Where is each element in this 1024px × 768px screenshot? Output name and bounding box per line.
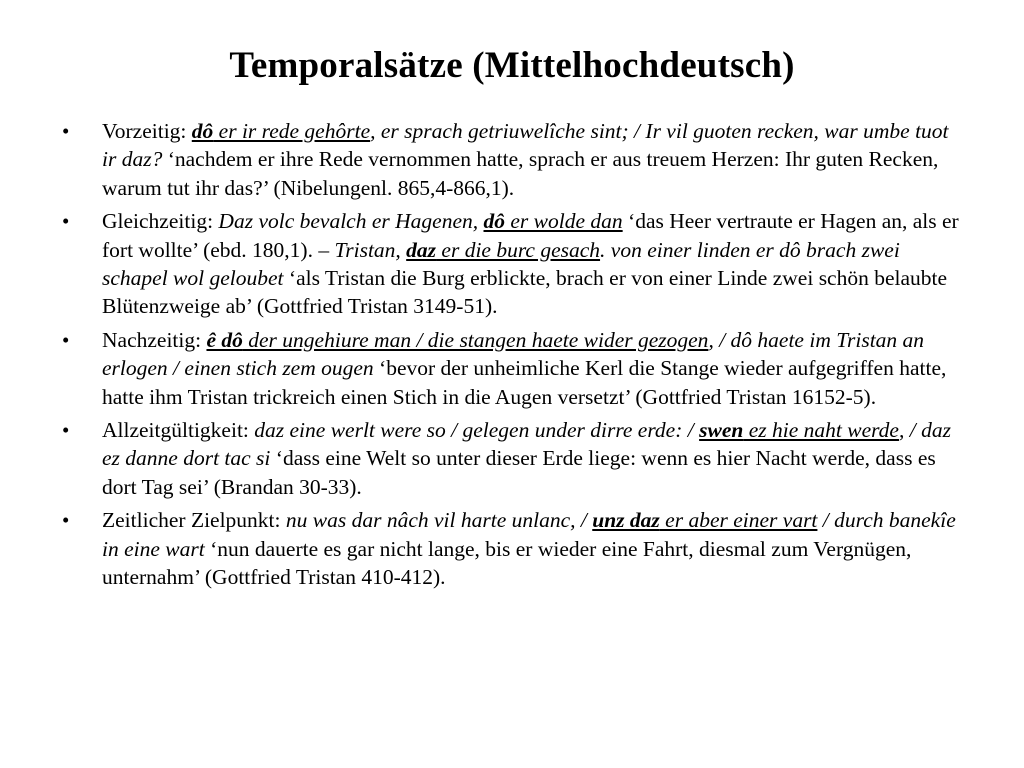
bullet-text-segment: ê dô xyxy=(206,327,243,352)
bullet-item xyxy=(62,117,962,202)
bullet-text-segment: Nachzeitig: xyxy=(102,327,207,352)
bullet-text-segment: Vorzeitig: xyxy=(102,119,192,143)
bullet-item xyxy=(62,416,962,501)
bullet-text-segment: dô xyxy=(191,119,214,143)
bullet-item xyxy=(62,326,962,411)
bullet-text-segment: Daz volc bevalch er Hagenen, xyxy=(218,209,484,234)
bullet-text-segment: , / daz ez danne dort tac si xyxy=(102,418,951,471)
bullet-text-segment: ‘bevor der unheimliche Kerl die Stange wieder aufgegriffen hatte, hatte ihm Tristan trickreich einen Stich in die Augen versetzt’ (Gottfried Tristan 16152-5). xyxy=(102,356,947,409)
bullet-text-segment: . von einer linden er dô brach zwei schapel wol geloubet xyxy=(102,237,900,291)
bullet-text-segment: ‘dass eine Welt so unter dieser Erde liege: wenn es hier Nacht werde, dass es dort Tag sei’ (Brandan 30-33). xyxy=(102,446,936,499)
bullet-text-segment: nu was dar nâch vil harte unlanc, / xyxy=(285,508,593,533)
bullet-text-segment: swen xyxy=(699,418,744,443)
bullet-text-segment: ez hie naht werde xyxy=(743,418,899,443)
bullet-text-segment: daz xyxy=(406,237,437,262)
bullet-text-segment: , / dô haete im Tristan an erlogen / einen stich zem ougen xyxy=(102,327,925,381)
bullet-text-segment: er wolde dan xyxy=(505,209,623,234)
bullet-text-segment: / durch banekîe in eine wart xyxy=(102,508,956,561)
bullet-dot: • xyxy=(62,508,70,533)
bullet-text-segment: er ir rede gehôrte xyxy=(213,119,371,143)
bullet-text-segment: ‘nachdem er ihre Rede vernommen hatte, sprach er aus treuem Herzen: Ihr guten Recken, warum tut ihr das?’ (Nibelungenl. 865,4-866,1). xyxy=(102,147,939,200)
bullet-text-segment: der ungehiure man / die stangen haete wider gezogen xyxy=(242,327,709,352)
bullet-text-segment: Zeitlicher Zielpunkt: xyxy=(102,508,286,533)
bullet-text-segment: unz daz xyxy=(592,508,660,533)
bullet-dot: • xyxy=(62,327,70,352)
bullet-text-segment: daz eine werlt were so / gelegen under dirre erde: / xyxy=(254,418,700,443)
slide-title: Temporalsätze (Mittelhochdeutsch) xyxy=(229,45,795,86)
bullet-text-segment: ‘nun dauerte es gar nicht lange, bis er wieder eine Fahrt, diesmal zum Vergnügen, unternahm’ (Gottfried Tristan 410-412). xyxy=(102,536,912,590)
bullet-text-segment: er die burc gesach xyxy=(436,237,601,262)
bullet-text-segment: Gleichzeitig: xyxy=(102,209,219,234)
bullet-list xyxy=(62,117,962,597)
bullet-item xyxy=(62,506,962,591)
bullet-text-segment: dô xyxy=(483,209,505,234)
bullet-text-segment: Tristan, xyxy=(334,237,407,262)
bullet-text-segment: ‘als Tristan die Burg erblickte, brach er von einer Linde zwei schön belaubte Blütenzweige ab’ (Gottfried Tristan 3149-51). xyxy=(102,266,948,319)
bullet-text-segment: ‘das Heer vertraute er Hagen an, als er fort wollte’ (ebd. 180,1). – xyxy=(102,209,959,262)
bullet-text-segment: , er sprach getriuwelîche sint; / Ir vil guoten recken, war umbe tuot ir daz? xyxy=(102,119,949,172)
bullet-text-segment: Allzeitgültigkeit: xyxy=(102,418,255,443)
bullet-dot: • xyxy=(62,119,70,143)
bullet-dot: • xyxy=(62,209,70,234)
bullet-dot: • xyxy=(62,418,70,443)
bullet-text-segment: er aber einer vart xyxy=(659,508,818,533)
bullet-item xyxy=(62,207,962,321)
